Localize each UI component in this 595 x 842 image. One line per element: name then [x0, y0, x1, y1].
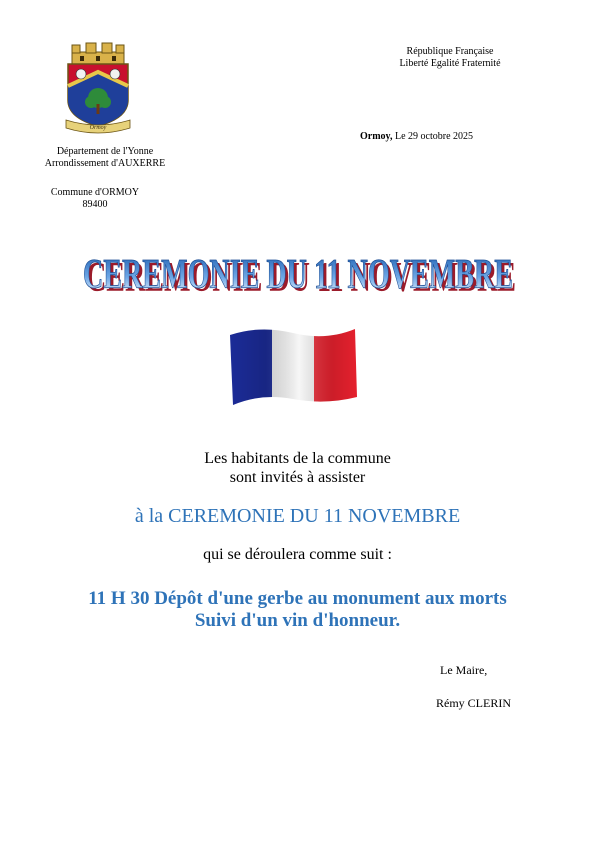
main-title-text: CEREMONIE DU 11 NOVEMBRE	[83, 252, 513, 298]
republic-motto: Liberté Egalité Fraternité	[399, 58, 501, 69]
program-line-1: 11 H 30 Dépôt d'une gerbe au monument aux morts	[88, 588, 507, 609]
arrondissement-name: Arrondissement d'AUXERRE	[44, 158, 166, 169]
ormoy-crest-logo	[58, 42, 138, 134]
signature-name: Rémy CLERIN	[436, 696, 511, 710]
program-block	[40, 588, 555, 632]
main-title-shadow: CEREMONIE DU 11 NOVEMBRE	[86, 255, 516, 301]
commune-postcode: 89400	[82, 199, 108, 210]
intro-line-1: Les habitants de la commune	[204, 450, 391, 467]
department-name: Département de l'Yonne	[56, 146, 154, 157]
republic-header	[360, 46, 540, 70]
date-place: Ormoy,	[360, 131, 393, 142]
ceremony-line	[60, 505, 535, 528]
french-flag-image	[225, 325, 360, 407]
crest-banner-text: Ormoy	[89, 125, 107, 131]
program-line-2: Suivi d'un vin d'honneur.	[194, 610, 401, 631]
ceremony-prefix: à la	[134, 505, 169, 527]
signature-role: Le Maire,	[440, 663, 488, 677]
commune-name: Commune d'ORMOY	[50, 187, 140, 198]
ceremony-name: CEREMONIE DU 11 NOVEMBRE	[168, 505, 461, 527]
crown-icon	[72, 43, 124, 64]
follow-line: qui se déroulera comme suit :	[203, 546, 392, 563]
date-text: Le 29 octobre 2025	[395, 131, 474, 142]
date-line	[360, 131, 540, 142]
department-block	[20, 146, 190, 170]
main-title	[20, 244, 575, 302]
republic-name: République Française	[406, 46, 494, 57]
invitation-intro	[100, 449, 495, 487]
intro-line-2: sont invités à assister	[229, 469, 366, 486]
commune-block	[20, 187, 170, 211]
